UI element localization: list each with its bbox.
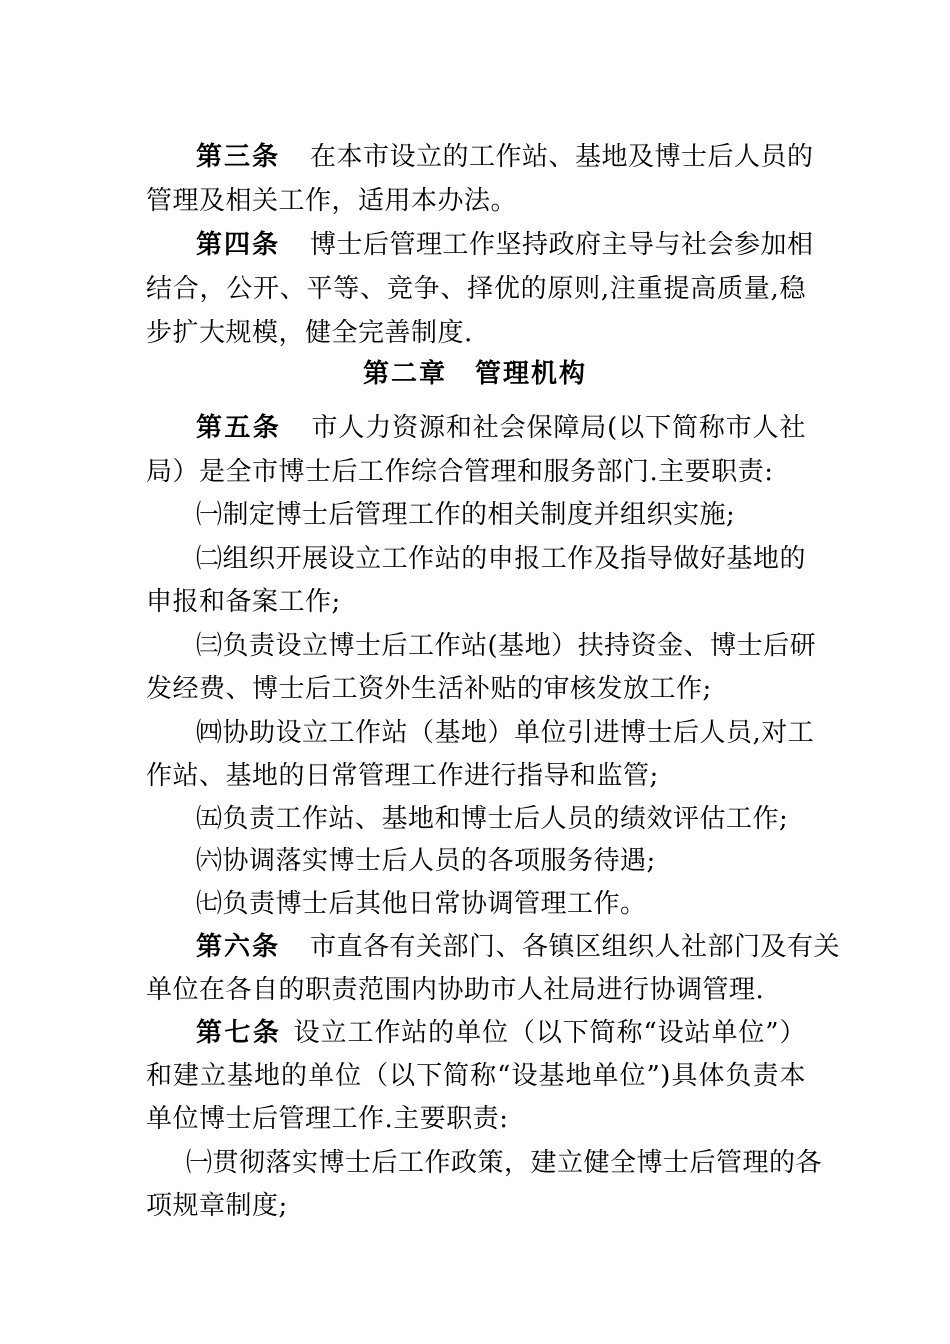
article-4-line-1: 第四条 博士后管理工作坚持政府主导与社会参加相 [196, 230, 814, 260]
article-5-item-4-line-1: ㈣协助设立工作站（基地）单位引进博士后人员,对工 [196, 718, 815, 748]
article-5-item-5: ㈤负责工作站、基地和博士后人员的绩效评估工作; [196, 804, 789, 834]
article-4-line-2: 结合，公开、平等、竞争、择优的原则,注重提高质量,稳 [146, 274, 806, 304]
article-7-line-2: 和建立基地的单位（以下简称“设基地单位”)具体负责本 [146, 1061, 806, 1091]
article-5-line-1: 第五条 市人力资源和社会保障局(以下简称市人社 [196, 413, 806, 443]
article-5-head: 第五条 [196, 413, 282, 443]
article-5-item-1: ㈠制定博士后管理工作的相关制度并组织实施; [196, 500, 736, 530]
article-7-item-1-line-1: ㈠贯彻落实博士后工作政策，建立健全博士后管理的各 [186, 1148, 823, 1178]
article-5-item-3-line-2: 发经费、博士后工资外生活补贴的审核发放工作; [146, 674, 712, 704]
article-7-line-1: 第七条 设立工作站的单位（以下简称“设站单位”） [196, 1018, 806, 1048]
article-5-item-2-line-2: 申报和备案工作; [146, 587, 341, 617]
article-5-item-4-line-2: 作站、基地的日常管理工作进行指导和监管; [146, 761, 659, 791]
article-5-item-6: ㈥协调落实博士后人员的各项服务待遇; [196, 846, 656, 876]
article-7-item-1-line-2: 项规章制度; [146, 1191, 288, 1221]
article-3-line-1: 第三条 在本市设立的工作站、基地及博士后人员的 [196, 142, 814, 172]
article-5-item-2-line-1: ㈡组织开展设立工作站的申报工作及指导做好基地的 [196, 544, 806, 574]
article-5-line-2: 局）是全市博士后工作综合管理和服务部门.主要职责: [146, 457, 774, 487]
article-6-line-1: 第六条 市直各有关部门、各镇区组织人社部门及有关 [196, 932, 841, 962]
article-6-head: 第六条 [196, 932, 281, 962]
article-5-item-7: ㈦负责博士后其他日常协调管理工作。 [196, 889, 647, 919]
article-6-line-2: 单位在各自的职责范围内协助市人社局进行协调管理. [146, 975, 765, 1005]
chapter-heading: 第二章 管理机构 [362, 359, 587, 389]
article-7-line-3: 单位博士后管理工作.主要职责: [146, 1104, 509, 1134]
article-4-head: 第四条 [196, 230, 281, 260]
article-3-line-2: 管理及相关工作，适用本办法。 [146, 186, 518, 216]
article-4-line-3: 步扩大规模，健全完善制度. [146, 318, 473, 348]
article-3-head: 第三条 [196, 142, 281, 172]
article-7-head: 第七条 [196, 1018, 282, 1048]
article-5-item-3-line-1: ㈢负责设立博士后工作站(基地）扶持资金、博士后研 [196, 631, 817, 661]
